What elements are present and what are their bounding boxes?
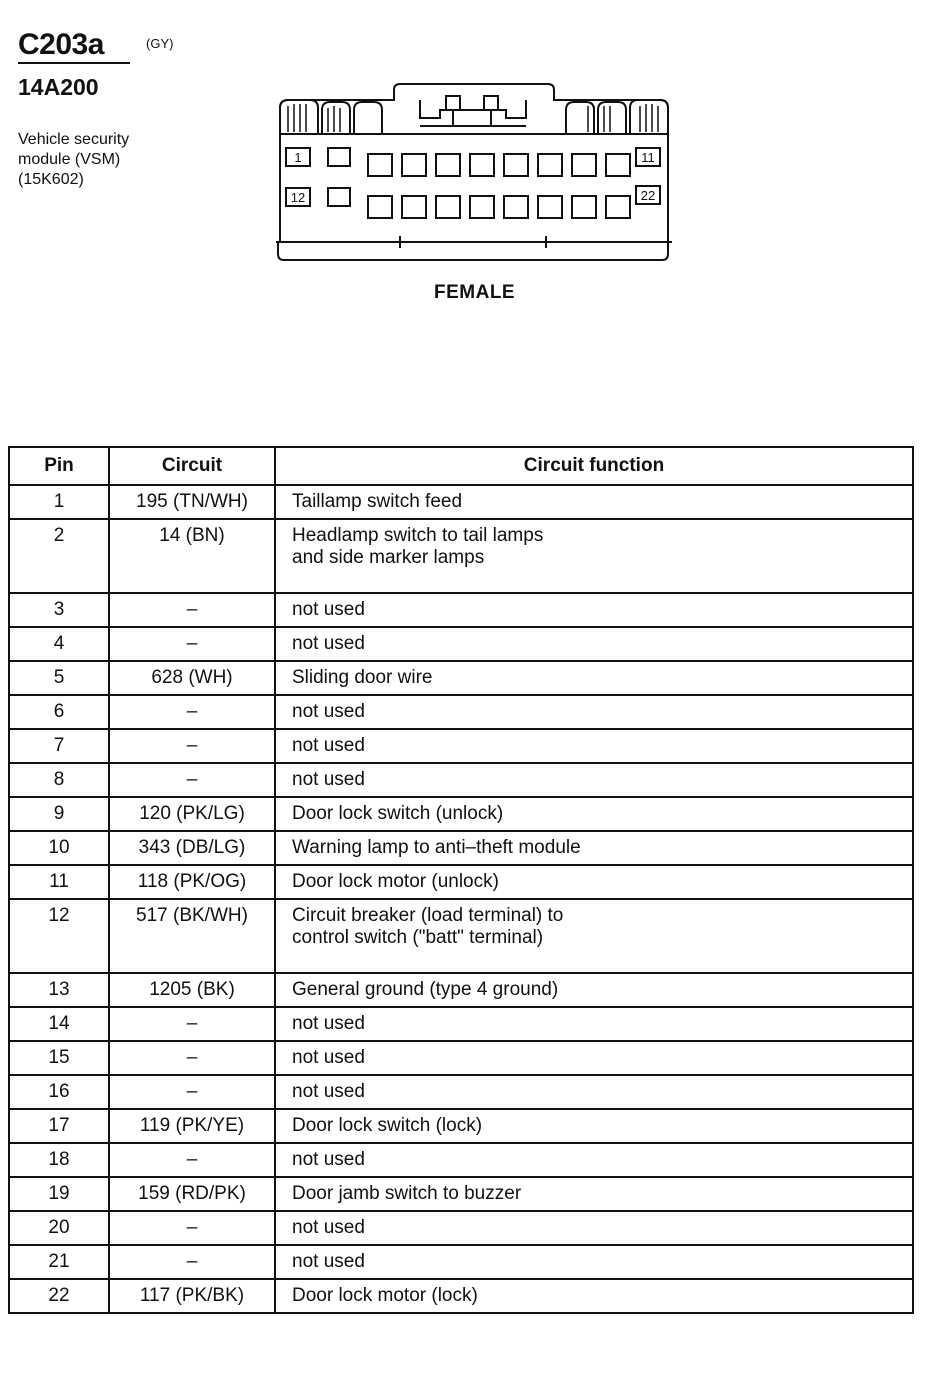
circuit-cell: – [109, 1245, 275, 1279]
table-row [9, 865, 913, 899]
circuit-function-cell: not used [275, 729, 913, 763]
circuit-cell: 120 (PK/LG) [109, 797, 275, 831]
circuit-cell: – [109, 695, 275, 729]
circuit-function-cell: Door lock motor (lock) [275, 1279, 913, 1313]
pin-cell: 16 [9, 1075, 109, 1109]
pin-cell: 3 [9, 593, 109, 627]
table-row [9, 1007, 913, 1041]
circuit-function-cell: not used [275, 1211, 913, 1245]
circuit-function-cell: not used [275, 1075, 913, 1109]
pin-cell: 2 [9, 519, 109, 593]
circuit-function-cell: not used [275, 1143, 913, 1177]
header-circuit: Circuit [109, 447, 275, 485]
circuit-cell: 117 (PK/BK) [109, 1279, 275, 1313]
pin-cell: 19 [9, 1177, 109, 1211]
circuit-cell: 14 (BN) [109, 519, 275, 593]
circuit-function-cell: not used [275, 1041, 913, 1075]
circuit-cell: – [109, 1075, 275, 1109]
circuit-cell: – [109, 1007, 275, 1041]
circuit-cell: – [109, 593, 275, 627]
circuit-function-cell: not used [275, 593, 913, 627]
table-row [9, 797, 913, 831]
circuit-function-cell: Circuit breaker (load terminal) to control switch ("batt" terminal) [275, 899, 913, 973]
header-circuit-function: Circuit function [275, 447, 913, 485]
pin-table [8, 446, 914, 1314]
circuit-cell: 159 (RD/PK) [109, 1177, 275, 1211]
pin-1-label: 1 [294, 150, 302, 165]
circuit-cell: 517 (BK/WH) [109, 899, 275, 973]
circuit-cell: – [109, 627, 275, 661]
pin-cell: 11 [9, 865, 109, 899]
circuit-cell: – [109, 1211, 275, 1245]
circuit-function-cell: General ground (type 4 ground) [275, 973, 913, 1007]
table-row [9, 1075, 913, 1109]
table-row [9, 519, 913, 593]
pin-cell: 6 [9, 695, 109, 729]
table-row [9, 1211, 913, 1245]
table-row [9, 485, 913, 519]
circuit-function-cell: not used [275, 1245, 913, 1279]
table-row [9, 661, 913, 695]
connector-color: (GY) [146, 36, 174, 51]
table-row [9, 763, 913, 797]
table-row [9, 831, 913, 865]
circuit-cell: 343 (DB/LG) [109, 831, 275, 865]
connector-id: C203a [18, 28, 104, 61]
connector-id-underline [18, 62, 130, 64]
pin-12-label: 12 [290, 190, 306, 205]
circuit-function-cell: not used [275, 1007, 913, 1041]
pin-cell: 20 [9, 1211, 109, 1245]
circuit-function-cell: Door lock switch (unlock) [275, 797, 913, 831]
circuit-cell: 118 (PK/OG) [109, 865, 275, 899]
circuit-function-cell: Door jamb switch to buzzer [275, 1177, 913, 1211]
table-header-row [9, 447, 913, 485]
part-number: 14A200 [18, 74, 99, 100]
circuit-cell: 195 (TN/WH) [109, 485, 275, 519]
circuit-function-cell: Headlamp switch to tail lamps and side marker lamps [275, 519, 913, 593]
circuit-cell: 119 (PK/YE) [109, 1109, 275, 1143]
table-row [9, 1109, 913, 1143]
connector-gender-label: FEMALE [434, 282, 516, 303]
circuit-function-cell: Door lock motor (unlock) [275, 865, 913, 899]
pin-cell: 14 [9, 1007, 109, 1041]
table-row [9, 1041, 913, 1075]
circuit-cell: – [109, 1041, 275, 1075]
table-row [9, 695, 913, 729]
pin-cell: 8 [9, 763, 109, 797]
circuit-function-cell: Sliding door wire [275, 661, 913, 695]
circuit-function-cell: Warning lamp to anti–theft module [275, 831, 913, 865]
circuit-cell: 1205 (BK) [109, 973, 275, 1007]
pin-table-body [9, 485, 913, 1313]
circuit-function-cell: Taillamp switch feed [275, 485, 913, 519]
pin-cell: 4 [9, 627, 109, 661]
table-row [9, 973, 913, 1007]
pin-cell: 13 [9, 973, 109, 1007]
circuit-function-cell: not used [275, 763, 913, 797]
table-row [9, 593, 913, 627]
table-row [9, 1143, 913, 1177]
pin-cell: 22 [9, 1279, 109, 1313]
pin-cell: 9 [9, 797, 109, 831]
pin-cell: 15 [9, 1041, 109, 1075]
pin-cell: 12 [9, 899, 109, 973]
pin-11-label: 11 [641, 150, 655, 165]
pin-cell: 1 [9, 485, 109, 519]
circuit-function-cell: Door lock switch (lock) [275, 1109, 913, 1143]
circuit-cell: – [109, 729, 275, 763]
pin-cell: 5 [9, 661, 109, 695]
pin-cell: 17 [9, 1109, 109, 1143]
table-row [9, 1279, 913, 1313]
header-pin: Pin [9, 447, 109, 485]
pin-cell: 7 [9, 729, 109, 763]
circuit-cell: 628 (WH) [109, 661, 275, 695]
table-row [9, 627, 913, 661]
table-row [9, 1245, 913, 1279]
connector-face-diagram [270, 82, 674, 264]
pin-cell: 21 [9, 1245, 109, 1279]
table-row [9, 899, 913, 973]
pin-cell: 18 [9, 1143, 109, 1177]
pin-cell: 10 [9, 831, 109, 865]
table-row [9, 1177, 913, 1211]
circuit-function-cell: not used [275, 627, 913, 661]
circuit-function-cell: not used [275, 695, 913, 729]
circuit-cell: – [109, 763, 275, 797]
pin-22-label: 22 [640, 188, 656, 203]
circuit-cell: – [109, 1143, 275, 1177]
table-row [9, 729, 913, 763]
component-description: Vehicle security module (VSM) (15K602) [18, 131, 130, 188]
